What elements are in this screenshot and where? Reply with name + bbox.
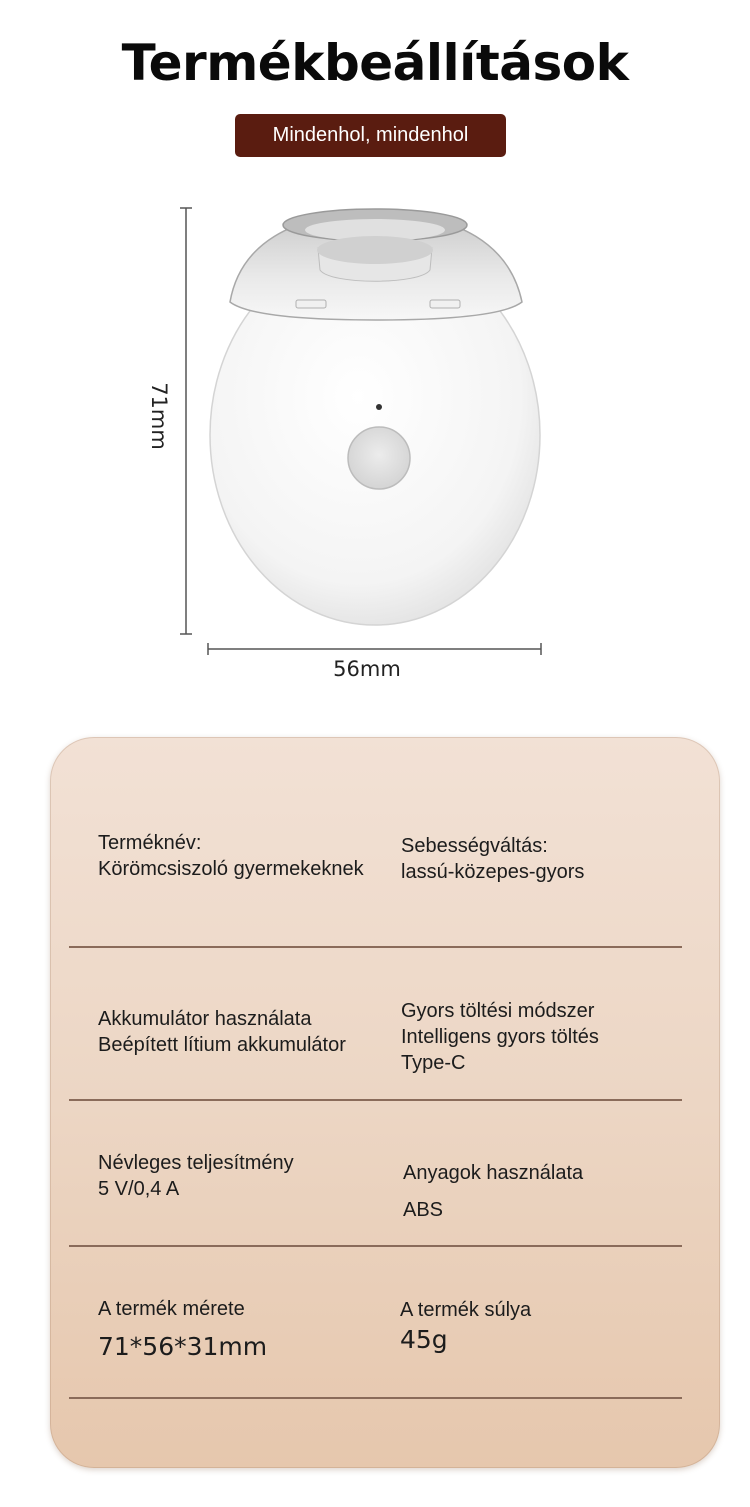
spec-label: Terméknév: bbox=[98, 832, 202, 854]
spec-size bbox=[98, 1296, 267, 1362]
spec-power bbox=[98, 1150, 294, 1202]
spec-value: 71*56*31mm bbox=[98, 1332, 268, 1361]
spec-label: Anyagok használata bbox=[403, 1162, 584, 1184]
page-title: Termékbeállítások bbox=[121, 34, 629, 92]
row-divider bbox=[69, 1099, 682, 1101]
indicator-light-icon bbox=[376, 404, 382, 410]
spec-value: ABS bbox=[403, 1199, 444, 1221]
spec-label: Gyors töltési módszer bbox=[401, 1000, 595, 1022]
spec-label: A termék súlya bbox=[400, 1299, 532, 1321]
tagline-badge: Mindenhol, mindenhol bbox=[235, 114, 506, 157]
spec-weight bbox=[400, 1297, 531, 1355]
power-button-icon bbox=[348, 427, 410, 489]
spec-label: A termék mérete bbox=[98, 1298, 245, 1320]
spec-charging bbox=[401, 998, 599, 1076]
spec-value: 45g bbox=[400, 1325, 448, 1354]
spec-value: Beépített lítium akkumulátor bbox=[98, 1034, 346, 1056]
width-dimension-line bbox=[208, 643, 541, 655]
spec-label: Sebességváltás: bbox=[401, 835, 548, 857]
spec-value-2: Type-C bbox=[401, 1052, 466, 1074]
spec-value: 5 V/0,4 A bbox=[98, 1178, 180, 1200]
spec-label: Akkumulátor használata bbox=[98, 1008, 312, 1030]
spec-product-name bbox=[98, 830, 364, 882]
spec-value: Intelligens gyors töltés bbox=[401, 1026, 599, 1048]
row-divider bbox=[69, 1397, 682, 1399]
spec-speed bbox=[401, 833, 584, 885]
row-divider bbox=[69, 1245, 682, 1247]
nail-trimmer-device bbox=[210, 209, 540, 625]
product-illustration bbox=[0, 190, 750, 710]
width-label: 56mm bbox=[333, 657, 401, 681]
spec-battery bbox=[98, 1006, 346, 1058]
spec-material bbox=[403, 1155, 583, 1229]
height-dimension-line bbox=[180, 208, 192, 634]
row-divider bbox=[69, 946, 682, 948]
height-label: 71mm bbox=[147, 382, 171, 450]
spec-value: lassú-közepes-gyors bbox=[401, 861, 585, 883]
product-dimension-figure bbox=[0, 190, 750, 710]
spec-label: Névleges teljesítmény bbox=[98, 1152, 294, 1174]
spec-value: Körömcsiszoló gyermekeknek bbox=[98, 858, 364, 880]
